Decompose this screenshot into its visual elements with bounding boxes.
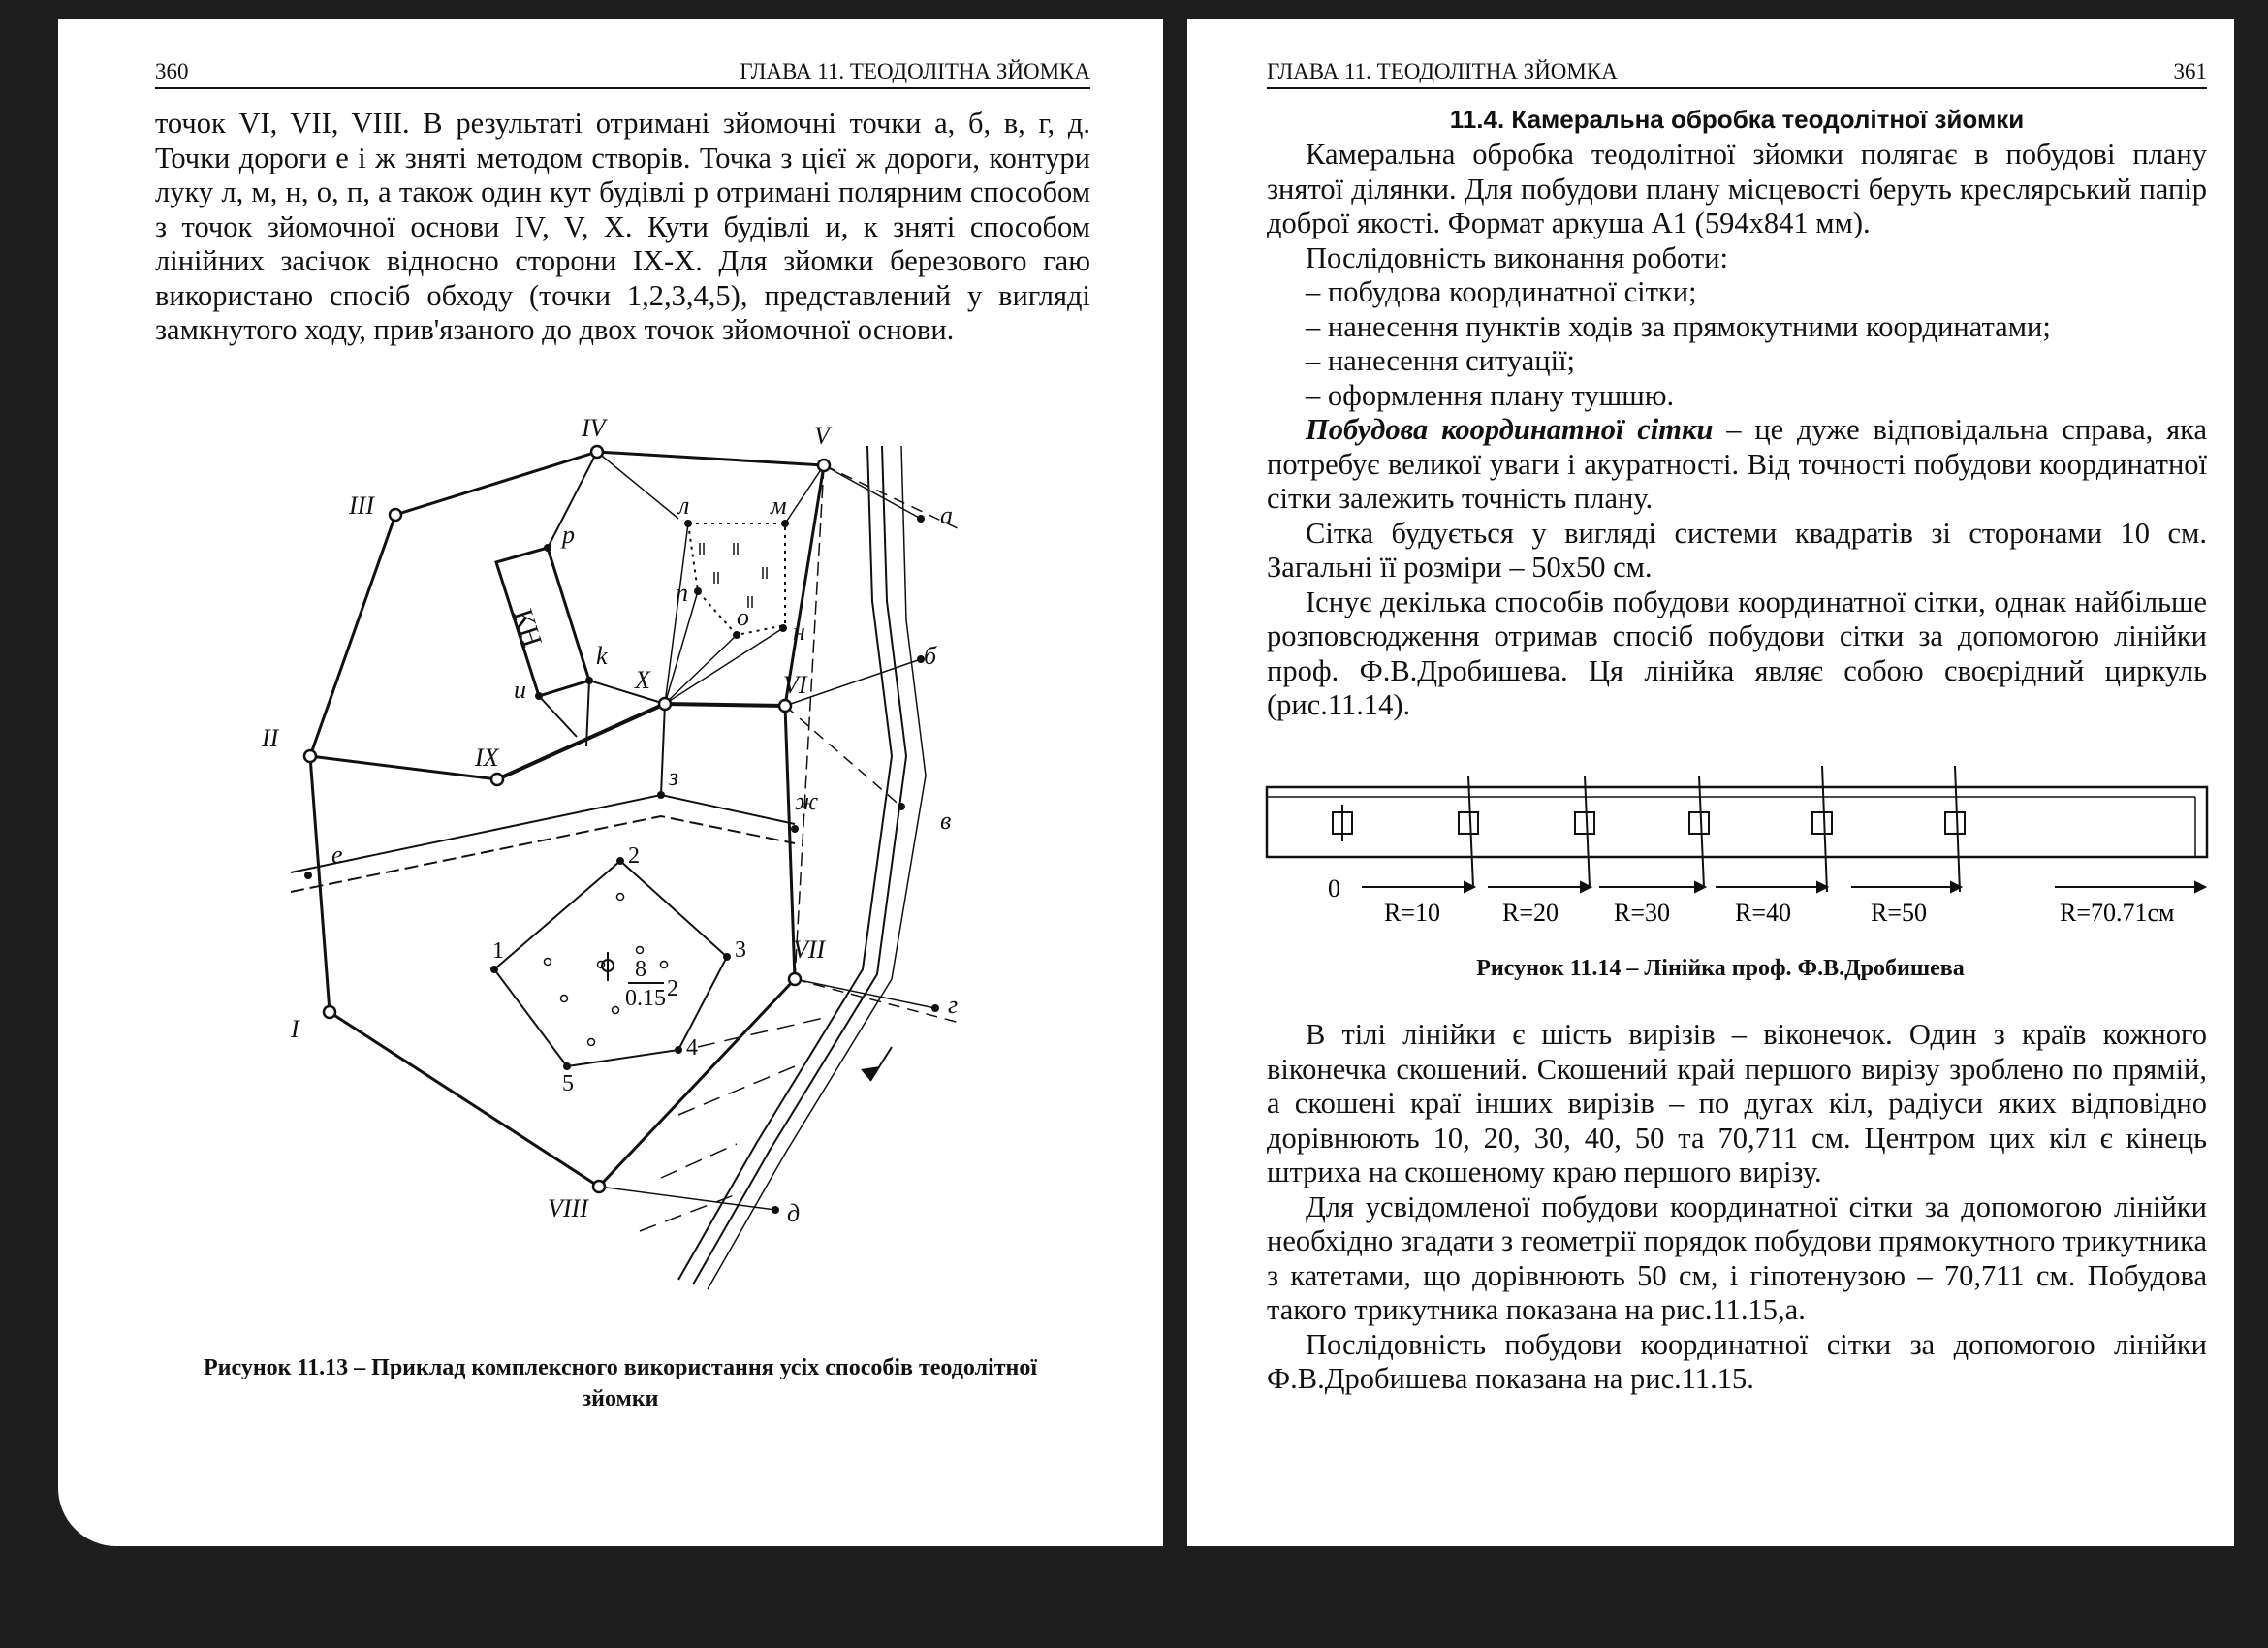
right-page-number: 361 bbox=[2173, 59, 2207, 83]
ruler-window bbox=[1689, 812, 1709, 834]
right-chapter-title: ГЛАВА 11. ТЕОДОЛІТНА ЗЙОМКА bbox=[1267, 59, 1618, 83]
label-II: II bbox=[262, 724, 279, 752]
right-page bbox=[1187, 19, 2234, 1546]
right-paragraph-1: Камеральна обробка теодолітної зйомки полягає в побудові плану знятої ділянки. Для побудови плану місцевості беруть креслярський папір доброї якості. Формат аркуша А1 (594х841 мм). bbox=[1267, 138, 2207, 239]
right-paragraph-7: Для усвідомленої побудови координатної сітки за допомогою лінійки необхідно згадати з геометрії порядок побудови прямокутного трикутника з катетами, що дорівнюють 50 см, і гіпотенузою – 70,711 см. Побудова такого трикутника показана на рис.11.15,а. bbox=[1267, 1189, 2207, 1326]
figure-11-14-caption: Рисунок 11.14 – Лінійка проф. Ф.В.Дробишева bbox=[1476, 956, 1965, 981]
label-IV: IV bbox=[582, 414, 606, 442]
inner-traverse bbox=[310, 704, 785, 779]
label-m: м bbox=[771, 491, 787, 520]
left-page-number: 360 bbox=[155, 59, 189, 83]
label-g: г bbox=[948, 991, 959, 1019]
left-chapter-title: ГЛАВА 11. ТЕОДОЛІТНА ЗЙОМКА bbox=[740, 59, 1090, 83]
right-paragraph-2: Послідовність виконання роботи: bbox=[1306, 240, 1729, 274]
right-paragraph-5: Існує декілька способів побудови координатної сітки, однак найбільше розповсюдження отримав спосіб побудови сітки за допомогою лінійки проф. Ф.В.Дробишева. Ця лінійка являє собою своєрідний циркуль (рис.11.14). bbox=[1267, 585, 2207, 721]
list-item: – оформлення плану тушшю. bbox=[1306, 378, 1675, 412]
label-z: з bbox=[669, 763, 679, 791]
building-tie-2 bbox=[539, 696, 577, 737]
building-tie-1 bbox=[589, 681, 665, 704]
right-body-bottom bbox=[1267, 1018, 2207, 1397]
survey-figure bbox=[58, 19, 1163, 1474]
label-III: III bbox=[349, 491, 374, 520]
label-VIII: VIII bbox=[548, 1194, 588, 1222]
ruler-zero-label: 0 bbox=[1328, 874, 1340, 903]
line-x-z bbox=[661, 704, 665, 795]
label-a: а bbox=[940, 501, 953, 529]
line-ix-x bbox=[497, 704, 665, 779]
radius-label: R=10 bbox=[1384, 899, 1441, 927]
ruler-window bbox=[1812, 812, 1832, 834]
radius-label: R=50 bbox=[1871, 899, 1928, 927]
label-k: k bbox=[596, 642, 608, 670]
building-label: КН bbox=[507, 605, 548, 651]
river-line-2 bbox=[693, 446, 906, 1284]
label-IX: IX bbox=[475, 744, 499, 772]
grove-point-5: 5 bbox=[562, 1071, 574, 1096]
right-paragraph-8: Послідовність побудови координатної сітки за допомогою лінійки Ф.В.Дробишева показана на рис.11.15. bbox=[1267, 1327, 2207, 1395]
left-paragraph: точок VI, VII, VIII. В результаті отримані зйомочні точки а, б, в, г, д. Точки дороги е і ж зняті методом створів. Точка з цієї ж дороги, контури луку л, м, н, о, п, а також один кут будівлі р отримані полярним способом з точок зйомочної основи IV, V, X. Кути будівлі и, к зняті способом лінійних засічок відносно сторони IX-X. Для зйомки березового гаю використано спосіб обходу (точки 1,2,3,4,5), представлений у вигляді замкнутого ходу, прив'язаного до двох точок зйомочної основи. bbox=[155, 107, 1090, 346]
term-coordinate-grid: Побудова координатної сітки bbox=[1306, 413, 1714, 446]
label-v: в bbox=[940, 807, 952, 835]
label-i: и bbox=[514, 676, 526, 704]
label-V: V bbox=[814, 422, 830, 450]
ruler-window bbox=[1575, 812, 1594, 834]
list-item: – побудова координатної сітки; bbox=[1306, 275, 1697, 308]
radius-label: R=20 bbox=[1502, 899, 1559, 927]
label-o: о bbox=[737, 603, 749, 631]
right-paragraph-4: Сітка будується у вигляді системи квадратів зі сторонами 10 см. Загальні її розміри – 50х50 см. bbox=[1267, 516, 2207, 584]
drobyshev-ruler-figure bbox=[1187, 746, 2234, 940]
radius-label: R=70.71см bbox=[2060, 899, 2175, 927]
label-r: р bbox=[562, 521, 575, 549]
road-upper bbox=[291, 795, 795, 872]
grove-point-2: 2 bbox=[628, 843, 640, 869]
label-n: н bbox=[793, 618, 805, 646]
line-x-vi bbox=[665, 704, 785, 706]
section-title: 11.4. Камеральна обробка теодолітної зйомки bbox=[1449, 105, 2025, 134]
left-page bbox=[58, 19, 1163, 1546]
river-line-3 bbox=[708, 446, 926, 1289]
radius-label: R=40 bbox=[1735, 899, 1792, 927]
figure-11-13-caption: Рисунок 11.13 – Приклад комплексного використання усіх способів теодолітної зйомки bbox=[204, 1355, 1037, 1411]
right-body-top bbox=[1267, 138, 2207, 723]
label-X: X bbox=[635, 666, 650, 694]
label-I: I bbox=[291, 1015, 299, 1043]
grove-point-1: 1 bbox=[492, 938, 504, 964]
label-VII: VII bbox=[793, 935, 826, 964]
grove-point-4: 4 bbox=[686, 1035, 698, 1061]
list-item: – нанесення пунктів ходів за прямокутними координатами; bbox=[1306, 309, 2051, 343]
tree-spacing: 2 bbox=[667, 976, 678, 1001]
right-paragraph-6: В тілі лінійки є шість вирізів – віконечок. Один з країв кожного віконечка скошений. Скошений край першого вирізу зроблено по прямій, а скошені краї інших вирізів – по дугах кіл, радіуси яких відповідно дорівнюють 10, 20, 30, 40, 50 та 70,711 см. Центром цих кіл є кінець штриха на скошеному краю першого вирізу. bbox=[1267, 1018, 2207, 1188]
tree-height: 8 bbox=[635, 957, 646, 982]
ruler-window bbox=[1945, 812, 1965, 834]
label-b: б bbox=[924, 642, 937, 670]
label-p: п bbox=[676, 579, 688, 607]
ruler-window bbox=[1459, 812, 1478, 834]
right-paragraph-3 bbox=[1267, 413, 2207, 517]
right-paragraph-3-rest: – це дуже відповідальна справа, яка потребує великої уваги і акуратності. Від точності побудови координатної сітки залежить точність плану. bbox=[1267, 413, 2207, 515]
right-running-head bbox=[1267, 50, 2207, 89]
tree-diameter: 0.15 bbox=[625, 986, 666, 1011]
radius-label: R=30 bbox=[1614, 899, 1671, 927]
label-VI: VI bbox=[783, 671, 807, 699]
grove-point-3: 3 bbox=[735, 937, 746, 963]
label-zh: ж bbox=[795, 787, 819, 815]
label-l: л bbox=[678, 491, 690, 520]
label-d: д bbox=[787, 1199, 801, 1227]
label-e: е bbox=[331, 840, 343, 869]
ruler-body bbox=[1267, 787, 2207, 857]
road-lower bbox=[291, 816, 795, 892]
list-item: – нанесення ситуації; bbox=[1306, 344, 1576, 377]
